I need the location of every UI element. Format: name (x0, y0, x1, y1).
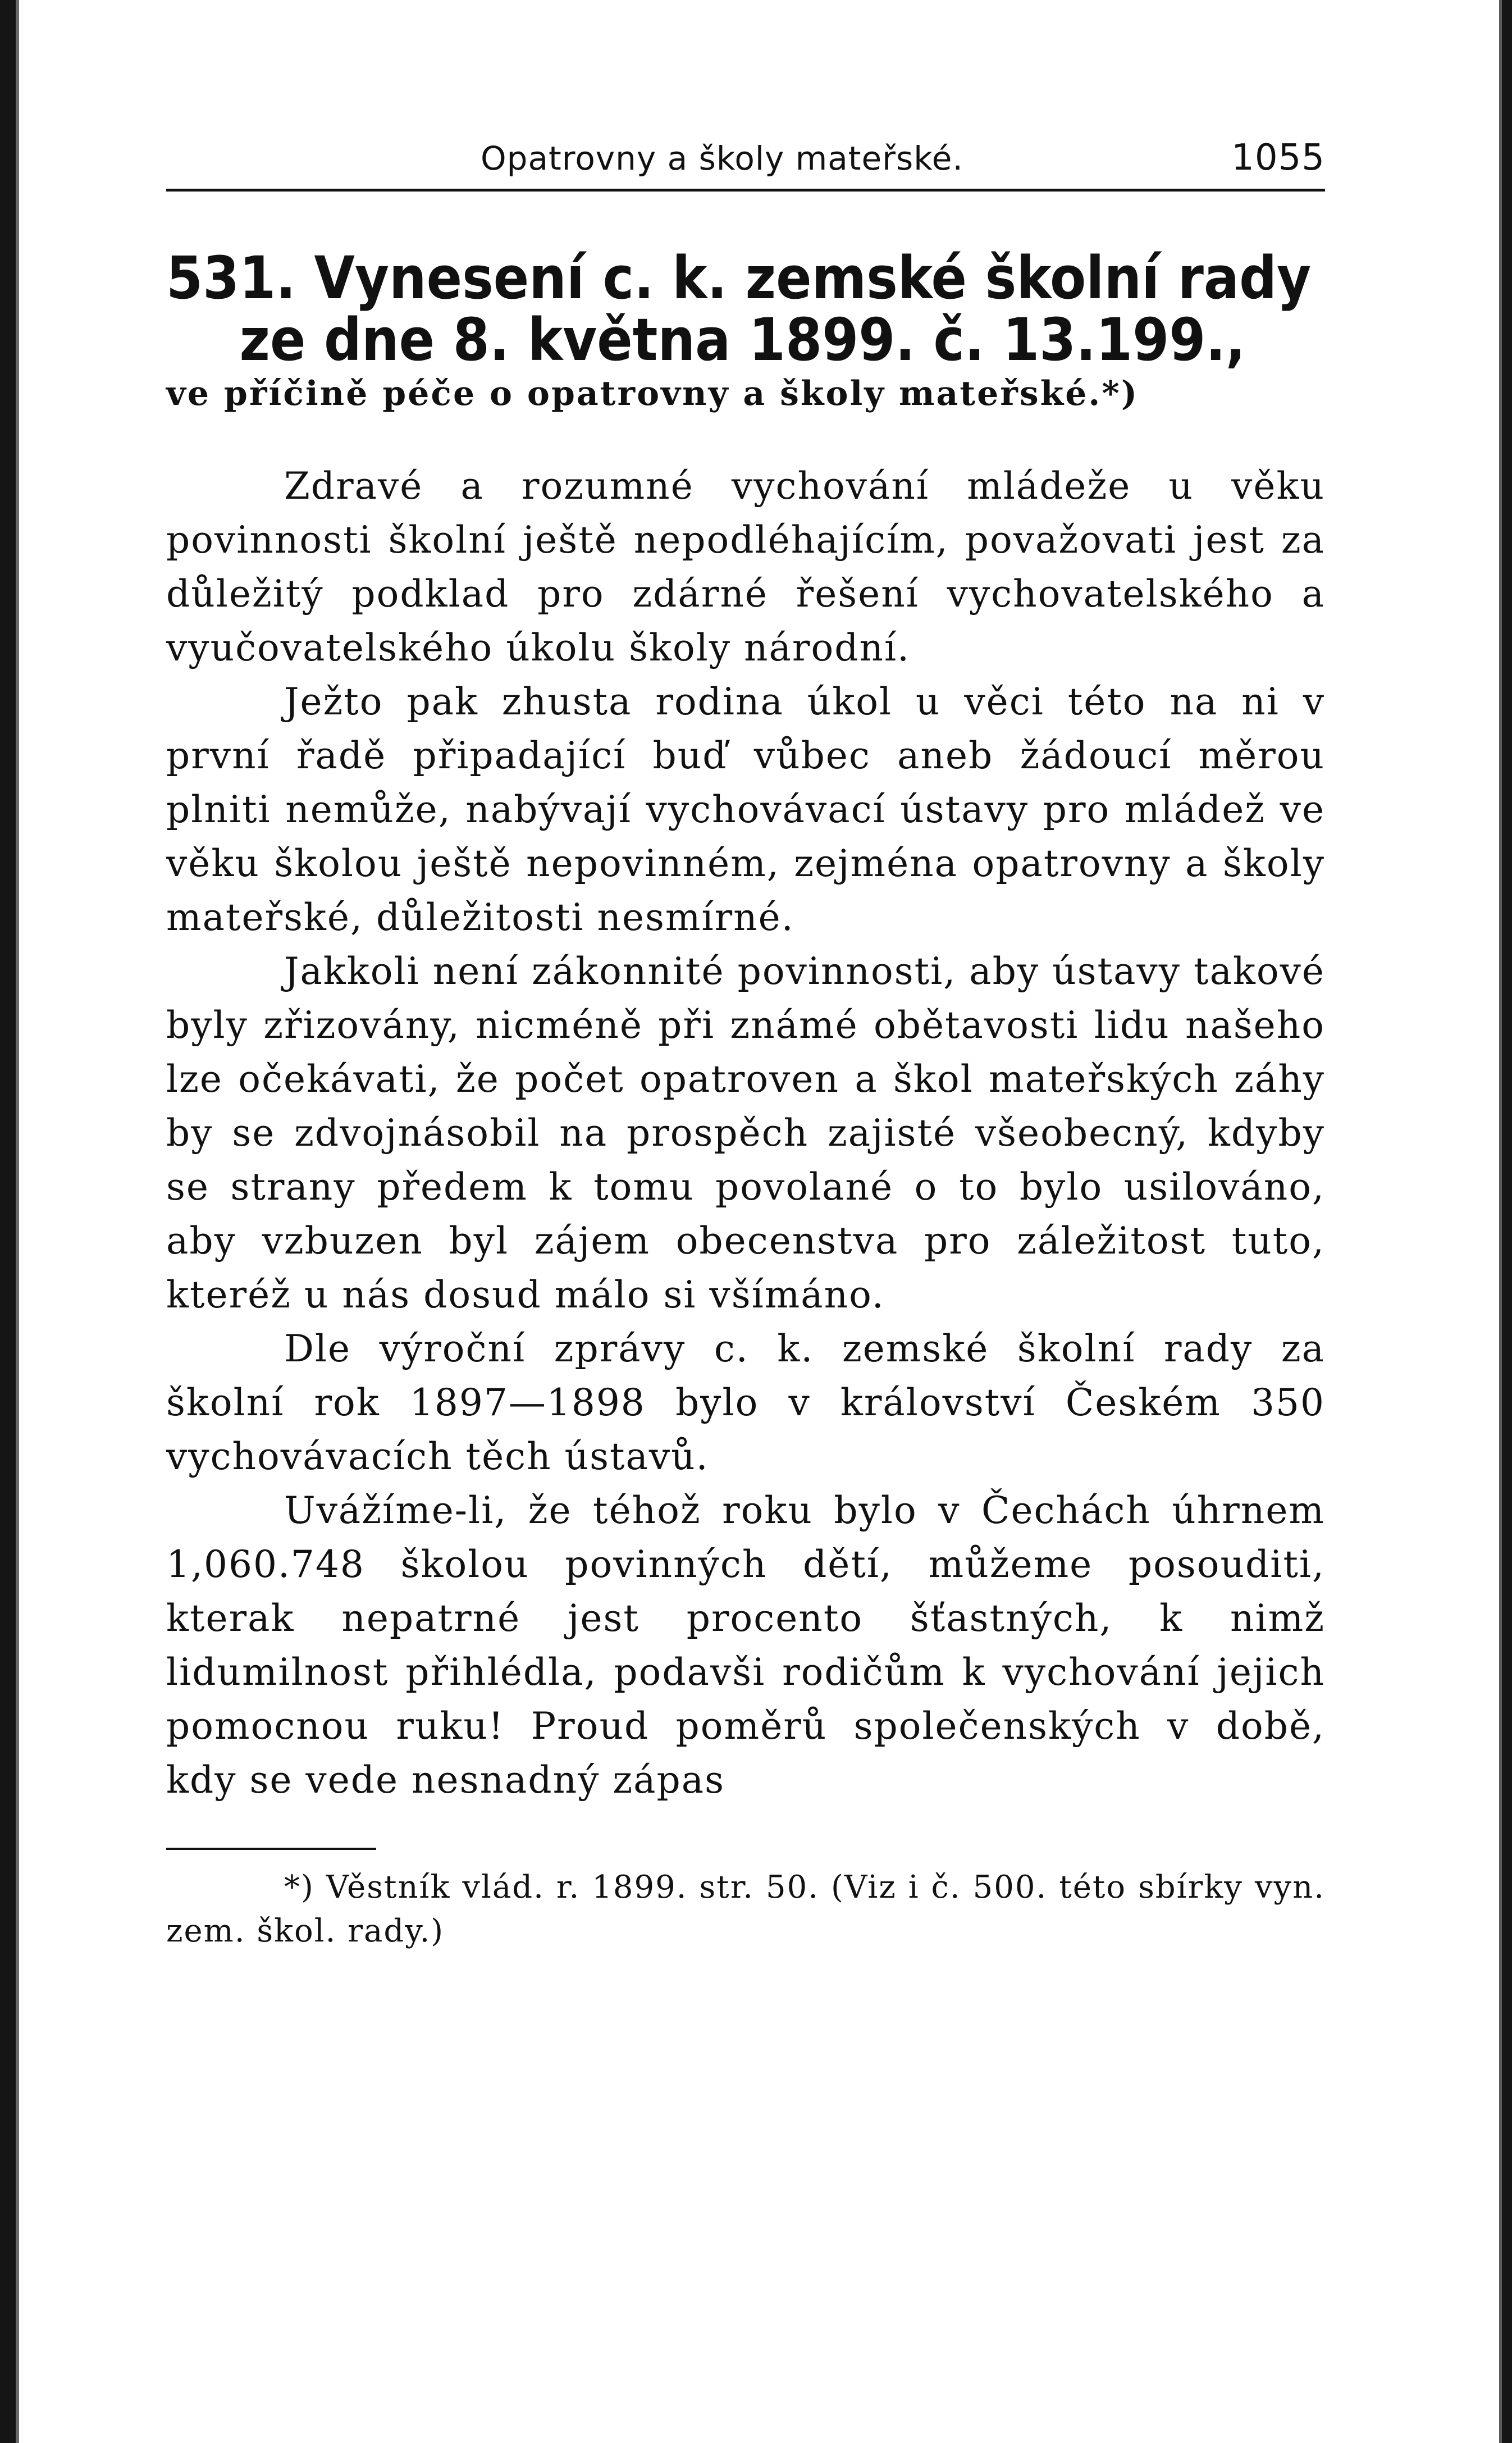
decree-title (166, 244, 1328, 374)
paragraph-4: Dle výroční zprávy c. k. zemské školní rady za školní rok 1897—1898 bylo v království Českém 350 vychovávacích těch ústavů. (166, 1327, 1325, 1478)
paragraph-1: Zdravé a rozumné vychování mládeže u věku povinnosti školní ještě nepodléhajícím, považovati jest za důležitý podklad pro zdárné řešení vychovatelského a vyučovatelského úkolu školy národní. (166, 464, 1325, 669)
running-header (166, 124, 1325, 180)
running-title: Opatrovny a školy mateřské. (481, 139, 963, 177)
scan-edge-left (0, 0, 16, 2443)
document-page (166, 124, 1325, 1953)
title-line-1: 531. Vynesení c. k. zemské školní rady (166, 244, 1312, 312)
scan-edge-right-line (1499, 0, 1502, 2443)
footnote: *) Věstník vlád. r. 1899. str. 50. (Viz i č. 500. této sbírky vyn. zem. škol. rady.) (166, 1869, 1325, 1949)
decree-subtitle: ve příčině péče o opatrovny a školy mateřské.*) (166, 374, 1139, 413)
scan-edge-left-line (16, 0, 19, 2443)
page-number: 1055 (1231, 137, 1325, 179)
paragraph-5: Uvážíme-li, že téhož roku bylo v Čechách úhrnem 1,060.748 školou povinných dětí, můžeme posouditi, kterak nepatrné jest procento šťastných, k nimž lidumilnost přihlédla, podavši rodičům k vychování jejich pomocnou ruku! Proud poměrů společenských v době, kdy se vede nesnadný zápas (166, 1489, 1325, 1802)
paragraph-3: Jakkoli není zákonnité povinnosti, aby ústavy takové byly zřizovány, nicméně při známé obětavosti lidu našeho lze očekávati, že počet opatroven a škol mateřských záhy by se zdvojnásobil na prospěch zajisté všeobecný, kdyby se strany předem k tomu povolané o to bylo usilováno, aby vzbuzen byl zájem obecenstva pro záležitost tuto, kteréž u nás dosud málo si všímáno. (166, 950, 1325, 1316)
body-text (166, 459, 1325, 1807)
header-rule (166, 189, 1325, 192)
footnote-rule (166, 1848, 376, 1850)
scan-edge-right (1502, 0, 1512, 2443)
title-line-2: ze dne 8. května 1899. č. 13.199., (239, 306, 1246, 374)
paragraph-2: Ježto pak zhusta rodina úkol u věci této na ni v první řadě připadající buď vůbec aneb žádoucí měrou plniti nemůže, nabývají vychovávací ústavy pro mládež ve věku školou ještě nepovinném, zejména opatrovny a školy mateřské, důležitosti nesmírné. (166, 680, 1325, 939)
